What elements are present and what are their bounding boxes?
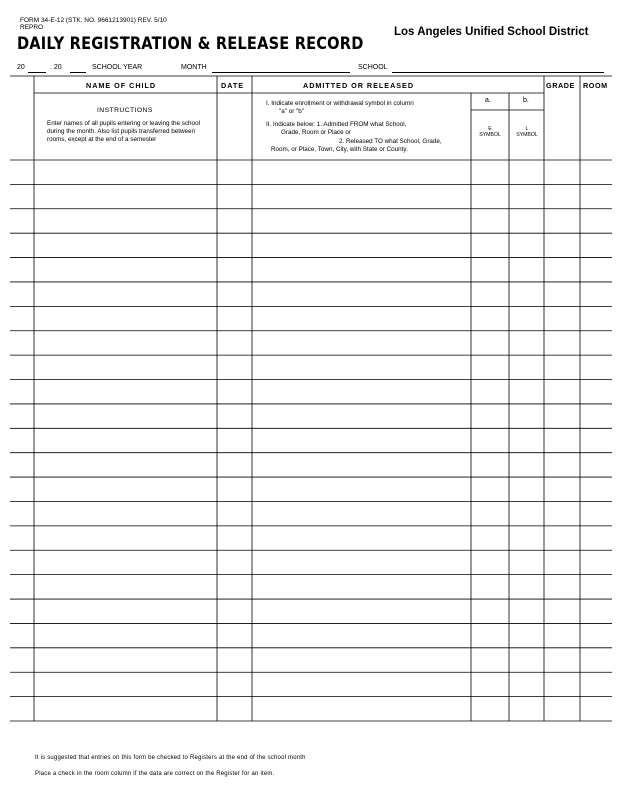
repro-label: REPRO	[20, 24, 44, 31]
e-symbol-word: SYMBOL	[479, 132, 501, 138]
header-grade: GRADE	[546, 81, 575, 90]
instructions-heading: INSTRUCTIONS	[97, 107, 153, 114]
footer-note-1: It is suggested that entries on this form be checked to Registers at the end of the school month	[35, 755, 306, 761]
footer-note-2: Place a check in the room column if the data are correct on the Register for an item.	[35, 771, 275, 777]
admit-instr-line2: II. Indicate below: 1. Admitted FROM what School,	[266, 121, 407, 128]
school-label: SCHOOL	[358, 64, 388, 71]
admit-instr-line1b: "a" or "b"	[279, 108, 305, 115]
admit-instr-line1: I. Indicate enrollment or withdrawal symbol in column	[266, 100, 414, 107]
header-room: ROOM	[583, 81, 608, 90]
year-prefix: 20	[17, 64, 25, 71]
column-a-label: a.	[485, 97, 491, 104]
form-title: DAILY REGISTRATION & RELEASE RECORD	[17, 34, 364, 54]
header-admitted-released: ADMITTED OR RELEASED	[303, 81, 415, 90]
e-symbol-label	[474, 126, 506, 138]
l-symbol-word: SYMBOL	[516, 132, 538, 138]
district-name: Los Angeles Unified School District	[394, 26, 589, 38]
form-number: FORM 34-E-12 (STK. NO. 9661213901) REV. 5/10	[20, 17, 167, 24]
column-b-label: b.	[523, 97, 529, 104]
admit-instr-line2b: Grade, Room or Place or	[281, 129, 351, 136]
l-symbol-letter: L	[525, 126, 529, 132]
admit-instr-line3: 2. Released TO what School, Grade,	[339, 138, 442, 145]
l-symbol-label	[511, 126, 543, 138]
header-name-of-child: NAME OF CHILD	[86, 81, 157, 90]
header-date: DATE	[221, 81, 245, 90]
instructions-text: Enter names of all pupils entering or leaving the school during the month. Also list pupils transferred between rooms, except at the end of a semester	[47, 120, 200, 143]
school-year-label: SCHOOL YEAR	[92, 64, 143, 71]
year-mid: . 20	[50, 64, 62, 71]
e-symbol-letter: E	[488, 126, 492, 132]
admit-instr-line3b: Room, or Place, Town, City, with State or County.	[271, 146, 408, 153]
month-label: MONTH	[181, 64, 207, 71]
